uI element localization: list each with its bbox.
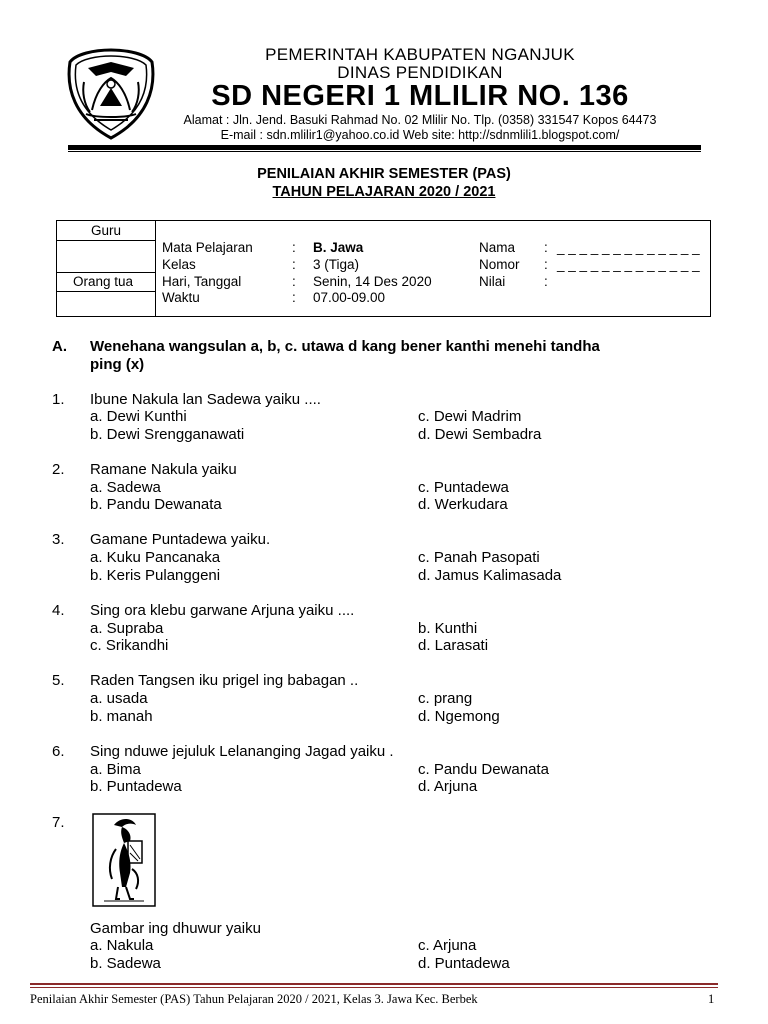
answer-option[interactable]: a. Bima bbox=[90, 761, 141, 778]
question-number: 2. bbox=[52, 461, 65, 478]
section-instruction-cont: ping (x) bbox=[90, 356, 145, 373]
question-number: 4. bbox=[52, 602, 65, 619]
colon: : bbox=[544, 257, 548, 272]
answer-option[interactable]: d. Jamus Kalimasada bbox=[418, 567, 562, 584]
question-number: 3. bbox=[52, 531, 65, 548]
footer-caption: Penilaian Akhir Semester (PAS) Tahun Pelajaran 2020 / 2021, Kelas 3. Jawa Kec. Berbek bbox=[30, 992, 478, 1006]
answer-option[interactable]: c. Panah Pasopati bbox=[418, 549, 540, 566]
answer-option[interactable]: a. usada bbox=[90, 690, 148, 707]
answer-option[interactable]: a. Dewi Kunthi bbox=[90, 408, 187, 425]
answer-option[interactable]: b. Puntadewa bbox=[90, 778, 182, 795]
answer-option[interactable]: b. Sadewa bbox=[90, 955, 161, 972]
answer-option[interactable]: d. Puntadewa bbox=[418, 955, 510, 972]
answer-option[interactable]: c. Puntadewa bbox=[418, 479, 509, 496]
info-divider bbox=[57, 291, 155, 292]
answer-option[interactable]: a. Kuku Pancanaka bbox=[90, 549, 221, 566]
info-divider bbox=[57, 240, 155, 241]
question-text: Raden Tangsen iku prigel ing babagan .. bbox=[90, 672, 359, 689]
question-number: 1. bbox=[52, 391, 65, 408]
answer-option[interactable]: b. Keris Pulanggeni bbox=[90, 567, 221, 584]
page-number: 1 bbox=[708, 992, 715, 1006]
name-blank-field[interactable]: _ _ _ _ _ _ _ _ _ _ _ _ _ bbox=[557, 240, 700, 255]
letterhead-rule-thick bbox=[68, 145, 701, 150]
number-label: Nomor bbox=[479, 257, 520, 272]
answer-option[interactable]: b. manah bbox=[90, 708, 153, 725]
time-value: 07.00-09.00 bbox=[313, 290, 386, 305]
colon: : bbox=[544, 274, 548, 289]
answer-option[interactable]: d. Arjuna bbox=[418, 778, 478, 795]
info-divider bbox=[57, 272, 155, 273]
exam-title: PENILAIAN AKHIR SEMESTER (PAS) bbox=[257, 166, 511, 182]
class-value: 3 (Tiga) bbox=[313, 257, 360, 272]
colon: : bbox=[292, 274, 296, 289]
answer-option[interactable]: a. Nakula bbox=[90, 937, 154, 954]
answer-option[interactable]: d. Werkudara bbox=[418, 496, 508, 513]
school-contact: E-mail : sdn.mlilir1@yahoo.co.id Web site: http://sdnmlili1.blogspot.com/ bbox=[220, 128, 620, 142]
question-text: Sing ora klebu garwane Arjuna yaiku .... bbox=[90, 602, 355, 619]
colon: : bbox=[544, 240, 548, 255]
question-number: 5. bbox=[52, 672, 65, 689]
footer-rule bbox=[30, 983, 718, 985]
answer-option[interactable]: c. Arjuna bbox=[418, 937, 477, 954]
guru-label: Guru bbox=[91, 223, 122, 238]
answer-option[interactable]: c. Pandu Dewanata bbox=[418, 761, 549, 778]
subject-value: B. Jawa bbox=[313, 240, 364, 255]
number-blank-field[interactable]: _ _ _ _ _ _ _ _ _ _ _ _ _ bbox=[557, 257, 700, 272]
wayang-puppet-image bbox=[92, 813, 156, 907]
answer-option[interactable]: d. Ngemong bbox=[418, 708, 500, 725]
score-label: Nilai bbox=[479, 274, 506, 289]
answer-option[interactable]: c. Dewi Madrim bbox=[418, 408, 522, 425]
answer-option[interactable]: d. Larasati bbox=[418, 637, 489, 654]
question-number: 6. bbox=[52, 743, 65, 760]
colon: : bbox=[292, 257, 296, 272]
question-text: Gambar ing dhuwur yaiku bbox=[90, 920, 261, 937]
date-label: Hari, Tanggal bbox=[162, 274, 242, 289]
footer-rule bbox=[30, 987, 718, 988]
colon: : bbox=[292, 290, 296, 305]
answer-option[interactable]: b. Dewi Srengganawati bbox=[90, 426, 245, 443]
date-value: Senin, 14 Des 2020 bbox=[313, 274, 432, 289]
question-text: Gamane Puntadewa yaiku. bbox=[90, 531, 271, 548]
orang-tua-label: Orang tua bbox=[73, 274, 134, 289]
answer-option[interactable]: b. Pandu Dewanata bbox=[90, 496, 222, 513]
answer-option[interactable]: c. prang bbox=[418, 690, 473, 707]
colon: : bbox=[292, 240, 296, 255]
class-label: Kelas bbox=[162, 257, 196, 272]
question-number: 7. bbox=[52, 814, 65, 831]
question-text: Ibune Nakula lan Sadewa yaiku .... bbox=[90, 391, 321, 408]
answer-option[interactable]: d. Dewi Sembadra bbox=[418, 426, 542, 443]
answer-option[interactable]: a. Supraba bbox=[90, 620, 164, 637]
question-text: Sing nduwe jejuluk Lelananging Jagad yaiku . bbox=[90, 743, 394, 760]
section-letter: A. bbox=[52, 338, 67, 355]
regency-crest-logo bbox=[66, 48, 156, 140]
academic-year-title: TAHUN PELAJARAN 2020 / 2021 bbox=[272, 184, 496, 200]
school-address: Alamat : Jln. Jend. Basuki Rahmad No. 02 Mlilir No. Tlp. (0358) 331547 Kopos 64473 bbox=[183, 113, 657, 127]
subject-label: Mata Pelajaran bbox=[162, 240, 253, 255]
exam-info-box bbox=[56, 220, 711, 317]
question-text: Ramane Nakula yaiku bbox=[90, 461, 237, 478]
answer-option[interactable]: c. Srikandhi bbox=[90, 637, 169, 654]
school-name: SD NEGERI 1 MLILIR NO. 136 bbox=[211, 80, 629, 112]
answer-option[interactable]: a. Sadewa bbox=[90, 479, 161, 496]
name-label: Nama bbox=[479, 240, 516, 255]
section-instruction: Wenehana wangsulan a, b, c. utawa d kang bener kanthi menehi tandha bbox=[90, 338, 600, 355]
time-label: Waktu bbox=[162, 290, 200, 305]
info-divider-vertical bbox=[155, 221, 156, 316]
government-line: PEMERINTAH KABUPATEN NGANJUK bbox=[265, 45, 575, 64]
department-line: DINAS PENDIDIKAN bbox=[337, 63, 503, 82]
answer-option[interactable]: b. Kunthi bbox=[418, 620, 478, 637]
letterhead-rule-thin bbox=[68, 151, 701, 152]
